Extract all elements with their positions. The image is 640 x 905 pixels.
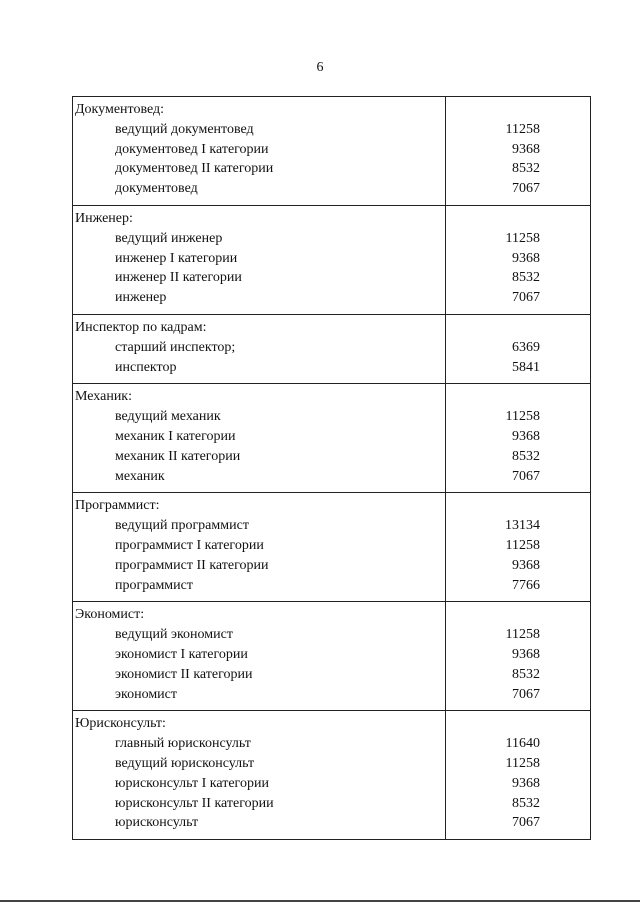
salary-value: 8532 <box>512 448 540 464</box>
position-name: документовед <box>115 181 198 197</box>
salary-value: 11258 <box>505 230 540 246</box>
salary-column <box>446 97 590 205</box>
salary-column <box>446 602 590 710</box>
salary-value: 11258 <box>505 409 540 425</box>
salary-spacer <box>446 387 590 407</box>
position-column <box>73 206 446 314</box>
group-title: Юрисконсульт: <box>75 716 166 732</box>
salary-column <box>446 384 590 492</box>
salary-table <box>72 96 591 840</box>
position-name: экономист <box>115 686 178 702</box>
position-name: документовед II категории <box>115 161 274 177</box>
position-column <box>73 493 446 601</box>
salary-value: 5841 <box>512 359 540 375</box>
position-name: инженер <box>115 290 167 306</box>
salary-spacer <box>446 318 590 338</box>
position-group <box>73 97 590 206</box>
position-name: инспектор <box>115 359 177 375</box>
position-column <box>73 384 446 492</box>
position-name: программист I категории <box>115 537 264 553</box>
salary-value: 7067 <box>512 181 540 197</box>
salary-value: 9368 <box>512 250 540 266</box>
position-name: экономист II категории <box>115 666 253 682</box>
position-name: ведущий программист <box>115 518 249 534</box>
salary-column <box>446 711 590 839</box>
salary-value: 8532 <box>512 161 540 177</box>
salary-value: 7067 <box>512 686 540 702</box>
position-column <box>73 602 446 710</box>
group-title: Инженер: <box>75 210 133 226</box>
bottom-rule <box>0 900 640 902</box>
position-name: инженер I категории <box>115 250 238 266</box>
position-name: юрисконсульт I категории <box>115 775 269 791</box>
position-group <box>73 206 590 315</box>
group-title: Механик: <box>75 389 132 405</box>
salary-column <box>446 206 590 314</box>
position-name: ведущий инженер <box>115 230 223 246</box>
position-name: программист <box>115 577 193 593</box>
position-name: ведущий юрисконсульт <box>115 755 255 771</box>
position-name: ведущий документовед <box>115 121 254 137</box>
position-group <box>73 384 590 493</box>
salary-value: 9368 <box>512 775 540 791</box>
salary-value: 7067 <box>512 815 540 831</box>
position-name: механик II категории <box>115 448 241 464</box>
salary-value: 11258 <box>505 627 540 643</box>
salary-spacer <box>446 605 590 625</box>
position-name: документовед I категории <box>115 141 269 157</box>
position-column <box>73 97 446 205</box>
position-group <box>73 711 590 840</box>
position-name: механик I категории <box>115 428 236 444</box>
position-name: старший инспектор; <box>115 339 236 355</box>
salary-value: 11640 <box>505 736 540 752</box>
salary-value: 9368 <box>512 557 540 573</box>
salary-column <box>446 315 590 383</box>
salary-value: 8532 <box>512 666 540 682</box>
position-name: юрисконсульт II категории <box>115 795 274 811</box>
salary-value: 9368 <box>512 428 540 444</box>
position-name: инженер II категории <box>115 270 242 286</box>
position-group <box>73 602 590 711</box>
salary-value: 8532 <box>512 795 540 811</box>
salary-value: 11258 <box>505 755 540 771</box>
position-group <box>73 315 590 384</box>
position-name: экономист I категории <box>115 646 248 662</box>
page-number: 6 <box>316 60 324 75</box>
salary-spacer <box>446 714 590 734</box>
salary-value: 9368 <box>512 646 540 662</box>
salary-value: 7766 <box>512 577 540 593</box>
position-name: программист II категории <box>115 557 269 573</box>
salary-value: 8532 <box>512 270 540 286</box>
salary-value: 7067 <box>512 290 540 306</box>
salary-value: 13134 <box>505 518 540 534</box>
salary-column <box>446 493 590 601</box>
position-name: юрисконсульт <box>115 815 199 831</box>
position-name: ведущий механик <box>115 409 221 425</box>
position-group <box>73 493 590 602</box>
salary-value: 11258 <box>505 121 540 137</box>
salary-spacer <box>446 209 590 229</box>
salary-value: 7067 <box>512 468 540 484</box>
position-name: главный юрисконсульт <box>115 736 251 752</box>
group-title: Экономист: <box>75 607 145 623</box>
position-column <box>73 711 446 839</box>
salary-value: 6369 <box>512 339 540 355</box>
salary-value: 11258 <box>505 537 540 553</box>
position-column <box>73 315 446 383</box>
position-name: механик <box>115 468 165 484</box>
position-name: ведущий экономист <box>115 627 233 643</box>
group-title: Программист: <box>75 498 160 514</box>
salary-spacer <box>446 496 590 516</box>
salary-value: 9368 <box>512 141 540 157</box>
salary-spacer <box>446 100 590 120</box>
group-title: Инспектор по кадрам: <box>75 319 207 335</box>
group-title: Документовед: <box>75 102 165 117</box>
